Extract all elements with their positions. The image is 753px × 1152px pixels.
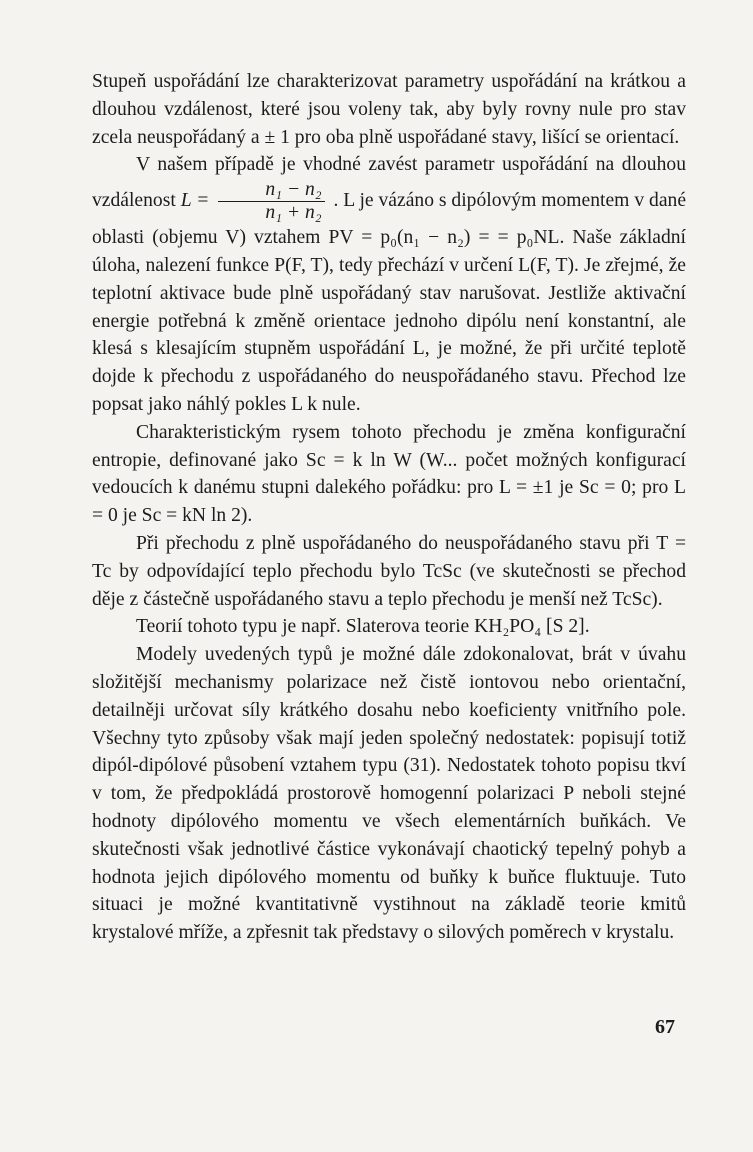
paragraph-2 — [92, 151, 686, 418]
page-number: 67 — [655, 1016, 675, 1038]
paragraph-2-start: V našem případě je vhodné zavést parametr uspořádání na dlouhou vzdálenost — [92, 154, 686, 212]
paragraph-3: Charakteristickým rysem tohoto přechodu je změna konfigurační entropie, definované jako Sc = k ln W (W... počet možných konfigurací vedoucích k danému stupni dalekého pořádku: pro L = ±1 je Sc = 0; pro L = 0 je Sc = kN ln 2). — [92, 421, 686, 527]
fraction-order-parameter — [218, 179, 324, 224]
page-body — [92, 68, 686, 947]
paragraph-2-rest: . L je vázáno s dipólovým momentem v dané oblasti (objemu V) vztahem PV = p₀(n₁ − n₂) = = p₀NL. Naše základní úloha, nalezení funkce P(F, T), tedy přechází v určení L(F, T). Je zřejmé, že teplotní aktivace bude plně uspořádaný stav narušovat. Jestliže aktivační energie potřebná k změně orientace jednoho dipólu není konstantní, ale klesá s klesajícím stupněm uspořádání L, je možné, že při určité teplotě dojde k přechodu z uspořádaného do neuspořádaného stavu. Přechod lze popsat jako náhlý pokles L k nule. — [92, 190, 687, 415]
fraction-numerator: n₁ − n₂ — [218, 179, 324, 202]
paragraph-1: Stupeň uspořádání lze charakterizovat parametry uspořádání na krátkou a dlouhou vzdálenost, které jsou voleny tak, aby byly rovny nule pro stav zcela neuspořádaný a ± 1 pro oba plně uspořádané stavy, lišící se orientací. — [92, 71, 686, 148]
paragraph-5: Teorií tohoto typu je např. Slaterova teorie KH₂PO₄ [S 2]. — [136, 616, 590, 638]
paragraph-4: Při přechodu z plně uspořádaného do neuspořádaného stavu při T = Tc by odpovídající teplo přechodu bylo TcSc (ve skutečnosti se přechod děje z částečně uspořádaného stavu a teplo přechodu je menší než TcSc). — [92, 532, 686, 610]
fraction-denominator: n₁ + n₂ — [265, 202, 322, 224]
equation-lhs: L = — [180, 190, 210, 212]
paragraph-6: Modely uvedených typů je možné dále zdokonalovat, brát v úvahu složitější mechanismy polarizace než čistě iontovou nebo orientační, detailněji určovat síly krátkého dosahu nebo koeficienty vnitřního pole. Všechny tyto způsoby však mají jeden společný nedostatek: popisují totiž dipól-dipólové působení vztahem typu (31). Nedostatek tohoto popisu tkví v tom, že předpokládá prostorově homogenní polarizaci P neboli stejné hodnoty dipólového momentu ve všech elementárních buňkách. Ve skutečnosti však jednotlivé částice vykonávají chaotický tepelný pohyb a hodnota jejich dipólového momentu od buňky k buňce fluktuuje. Tuto situaci je možné kvantitativně vystihnout na základě teorie kmitů krystalové mříže, a zpřesnit tak představy o silových poměrech v krystalu. — [92, 644, 686, 944]
